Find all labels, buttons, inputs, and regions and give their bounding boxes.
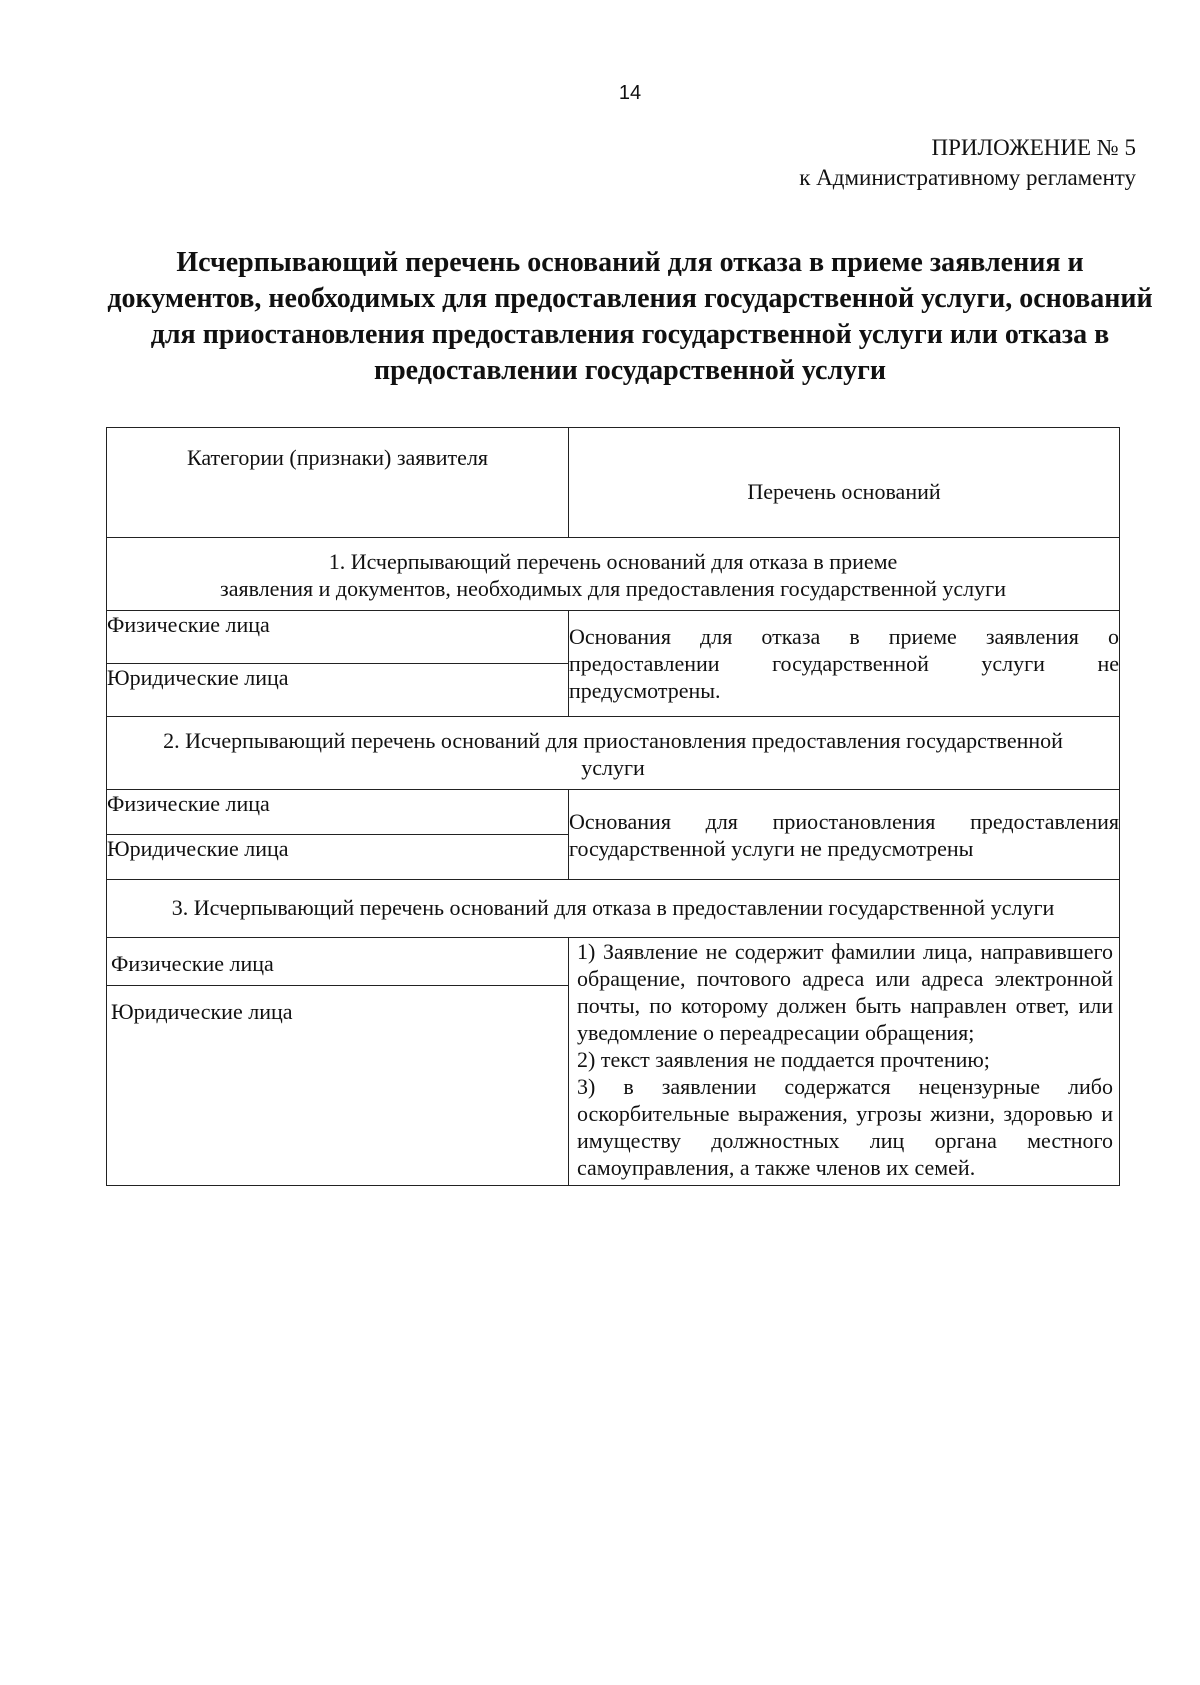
section-1-grounds <box>569 611 1120 717</box>
category-legal-entities: Юридические лица <box>111 999 293 1024</box>
section-2-grounds-text: Основания для приостановления предоставления государственной услуги не предусмотрены <box>569 808 1119 861</box>
refusal-ground-1: 1) Заявление не содержит фамилии лица, направившего обращение, почтового адреса или адреса электронной почты, по которому должен быть направлен ответ, или уведомление о переадресации обращения; <box>577 939 1113 1045</box>
table-row <box>107 611 1120 664</box>
section-2-heading <box>107 717 1120 790</box>
section-heading-row <box>107 717 1120 790</box>
header-grounds: Перечень оснований <box>747 479 941 504</box>
section-1-heading-line1: 1. Исчерпывающий перечень оснований для отказа в приеме <box>328 549 898 574</box>
section-1-heading <box>107 538 1120 611</box>
document-title: Исчерпывающий перечень оснований для отказа в приеме заявления и документов, необходимых для предоставления государственной услуги, оснований для приостановления предоставления государственной услуги или отказа в предоставлении государственной услуги <box>107 247 1153 386</box>
appendix-regulation: к Административному регламенту <box>799 165 1136 190</box>
refusal-ground-2: 2) текст заявления не поддается прочтению; <box>577 1047 990 1072</box>
section-1-heading-line2: заявления и документов, необходимых для предоставления государственной услуги <box>220 576 1006 601</box>
header-categories: Категории (признаки) заявителя <box>107 428 569 538</box>
table-row <box>107 790 1120 835</box>
section-3-grounds <box>569 938 1120 1186</box>
section-1-grounds-text: Основания для отказа в приеме заявления о предоставлении государственной услуги не предусмотрены. <box>569 624 1119 703</box>
section-2-heading-line1: 2. Исчерпывающий перечень оснований для приостановления предоставления государственной <box>163 728 1063 753</box>
section-heading-row <box>107 538 1120 611</box>
header-grounds-cell <box>569 428 1120 538</box>
section-3-heading-line1: 3. Исчерпывающий перечень оснований для отказа в предоставлении государственной услуги <box>171 895 1055 920</box>
category-individuals: Физические лица <box>107 611 569 664</box>
refusal-ground-3: 3) в заявлении содержатся нецензурные либо оскорбительные выражения, угрозы жизни, здоровью и имуществу должностных лиц органа местного самоуправления, а также членов их семей. <box>577 1074 1113 1180</box>
section-heading-row <box>107 880 1120 938</box>
category-legal-entities: Юридические лица <box>107 664 569 717</box>
section-2-grounds <box>569 790 1120 880</box>
table-row <box>107 938 1120 1186</box>
section-3-heading <box>107 880 1120 938</box>
table-header-row <box>107 428 1120 538</box>
category-legal-entities: Юридические лица <box>107 835 569 880</box>
grounds-table <box>106 427 1120 1186</box>
appendix-label: ПРИЛОЖЕНИЕ № 5 <box>931 135 1136 160</box>
section-3-categories <box>107 938 569 1186</box>
category-individuals: Физические лица <box>107 938 568 986</box>
section-2-heading-line2: услуги <box>581 755 645 780</box>
appendix-reference <box>799 133 1136 193</box>
page-number: 14 <box>618 82 642 104</box>
category-individuals: Физические лица <box>107 790 569 835</box>
